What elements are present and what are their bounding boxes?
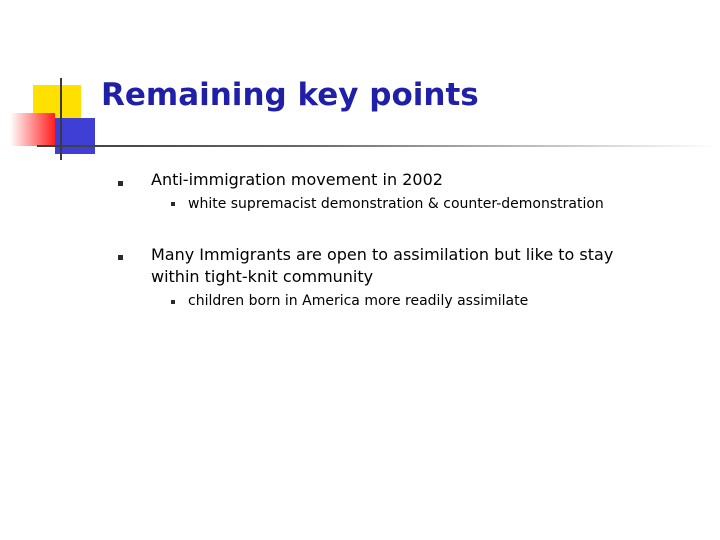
bullet-marker (118, 181, 123, 186)
sub-bullet-text: white supremacist demonstration & counter-demonstration (188, 196, 604, 212)
title-underline (37, 145, 720, 147)
bullet-text-line2: within tight-knit community (151, 267, 374, 286)
bullet-text: Anti-immigration movement in 2002 (151, 170, 443, 189)
bullet-text-line1: Many Immigrants are open to assimilation but like to stay (151, 245, 614, 264)
decor-red-gradient-bar (10, 113, 55, 146)
sub-bullet-marker (171, 300, 175, 304)
sub-bullet-marker (171, 202, 175, 206)
bullet-marker (118, 255, 123, 260)
decor-vertical-line (60, 78, 62, 160)
sub-bullet-text: children born in America more readily assimilate (188, 293, 529, 309)
slide-title: Remaining key points (101, 77, 479, 113)
